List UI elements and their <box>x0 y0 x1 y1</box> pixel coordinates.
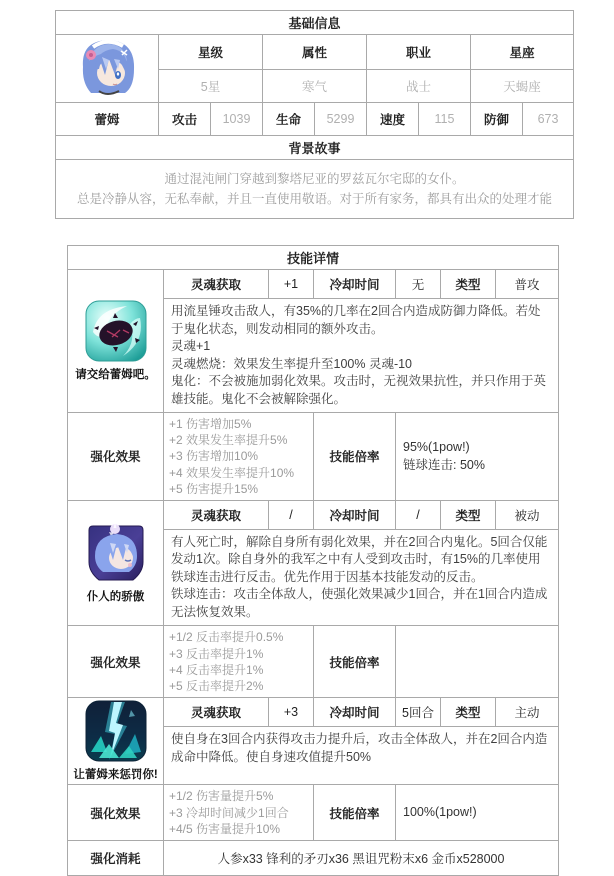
skill1-cooldown-label: 冷却时间 <box>314 270 396 299</box>
skill1-description: 用流星锤攻击敌人，有35%的几率在2回合内造成防御力降低。若处于鬼化状态，则发动相同的额外攻击。 灵魂+1 灵魂燃烧：效果发生率提升至100% 灵魂-10 鬼化：不会被施加弱化效果。攻击时，无视效果抗性，并只作用于英雄技能。鬼化不会被解除强化。 <box>164 299 559 413</box>
skill1-name: 请交给蕾姆吧。 <box>75 368 156 381</box>
skill1-type-label: 类型 <box>441 270 496 299</box>
character-portrait-cell <box>56 35 159 103</box>
skill3-soul-value: +3 <box>269 698 314 727</box>
skill1-icon-cell <box>68 270 164 413</box>
skill1-enhance-label: 强化效果 <box>68 413 164 501</box>
col-header-zodiac: 星座 <box>471 35 574 70</box>
skill2-multiplier-label: 技能倍率 <box>314 626 396 698</box>
skill2-cooldown-value: / <box>396 500 441 529</box>
skill3-type-label: 类型 <box>441 698 496 727</box>
stat-label-speed: 速度 <box>367 103 419 136</box>
skill3-name: 让蕾姆来惩罚你! <box>73 769 158 782</box>
skill3-type-value: 主动 <box>496 698 559 727</box>
lightning-strike-skill-icon <box>85 700 147 762</box>
basic-info-table <box>55 10 574 219</box>
stat-value-speed: 115 <box>419 103 471 136</box>
story-text: 通过混沌闸门穿越到黎塔尼亚的罗兹瓦尔宅邸的女仆。 总是冷静从容，无私奉献，并且一直使用敬语。对于所有家务，都具有出众的处理才能 <box>56 160 574 219</box>
zodiac-value: 天蝎座 <box>471 69 574 103</box>
skill1-enhancements: +1 伤害增加5% +2 效果发生率提升5% +3 伤害增加10% +4 效果发生率提升10% +5 伤害提升15% <box>164 413 314 501</box>
skill1-multiplier-label: 技能倍率 <box>314 413 396 501</box>
skill1-multiplier-value: 95%(1pow!) 链球连击: 50% <box>396 413 559 501</box>
stat-label-health: 生命 <box>263 103 315 136</box>
col-header-star-grade: 星级 <box>159 35 263 70</box>
stat-label-attack: 攻击 <box>159 103 211 136</box>
skill3-multiplier-label: 技能倍率 <box>314 785 396 841</box>
stat-value-attack: 1039 <box>211 103 263 136</box>
skill3-icon-cell <box>68 698 164 785</box>
skill2-soul-label: 灵魂获取 <box>164 500 269 529</box>
skill1-cooldown-value: 无 <box>396 270 441 299</box>
skill2-type-label: 类型 <box>441 500 496 529</box>
skill3-multiplier-value: 100%(1pow!) <box>396 785 559 841</box>
skill2-soul-value: / <box>269 500 314 529</box>
enhance-cost-value: 人参x33 锋利的矛刃x36 黑诅咒粉末x6 金币x528000 <box>164 840 559 875</box>
col-header-element: 属性 <box>263 35 367 70</box>
rem-portrait-icon <box>69 35 145 99</box>
skill2-enhance-label: 强化效果 <box>68 626 164 698</box>
enhance-cost-label: 强化消耗 <box>68 840 164 875</box>
skill2-multiplier-value <box>396 626 559 698</box>
skill2-description: 有人死亡时，解除自身所有弱化效果，并在2回合内鬼化。5回合仅能发动1次。除自身外的我军之中有人受到攻击时，有15%的几率使用铁球连击进行反击。优先作用于因基本技能发动的反击。 铁球连击：攻击全体敌人，使强化效果减少1回合，并在1回合内造成无法恢复效果。 <box>164 529 559 626</box>
story-title: 背景故事 <box>56 136 574 160</box>
element-value: 寒气 <box>263 69 367 103</box>
character-name: 蕾姆 <box>56 103 159 136</box>
skill3-cooldown-value: 5回合 <box>396 698 441 727</box>
stat-value-defense: 673 <box>523 103 574 136</box>
basic-info-title: 基础信息 <box>56 11 574 35</box>
class-value: 战士 <box>367 69 471 103</box>
skill2-cooldown-label: 冷却时间 <box>314 500 396 529</box>
stat-label-defense: 防御 <box>471 103 523 136</box>
stat-value-health: 5299 <box>315 103 367 136</box>
skill2-name: 仆人的骄傲 <box>86 591 145 604</box>
skill3-cooldown-label: 冷却时间 <box>314 698 396 727</box>
col-header-class: 职业 <box>367 35 471 70</box>
skill3-enhance-label: 强化效果 <box>68 785 164 841</box>
skill1-soul-value: +1 <box>269 270 314 299</box>
skill1-type-value: 普攻 <box>496 270 559 299</box>
skill-details-title: 技能详情 <box>68 246 559 270</box>
skill3-enhancements: +1/2 伤害量提升5% +3 冷却时间减少1回合 +4/5 伤害量提升10% <box>164 785 314 841</box>
skill1-soul-label: 灵魂获取 <box>164 270 269 299</box>
skill2-enhancements: +1/2 反击率提升0.5% +3 反击率提升1% +4 反击率提升1% +5 反击率提升2% <box>164 626 314 698</box>
skill3-soul-label: 灵魂获取 <box>164 698 269 727</box>
skill3-description: 使自身在3回合内获得攻击力提升后，攻击全体敌人，并在2回合内造成命中降低。使自身速攻值提升50% <box>164 727 559 785</box>
star-grade-value: 5星 <box>159 69 263 103</box>
rem-face-shield-skill-icon <box>85 522 147 584</box>
skill-details-table <box>67 245 559 876</box>
skill2-icon-cell <box>68 500 164 626</box>
skill2-type-value: 被动 <box>496 500 559 529</box>
teal-flail-skill-icon <box>85 300 147 362</box>
